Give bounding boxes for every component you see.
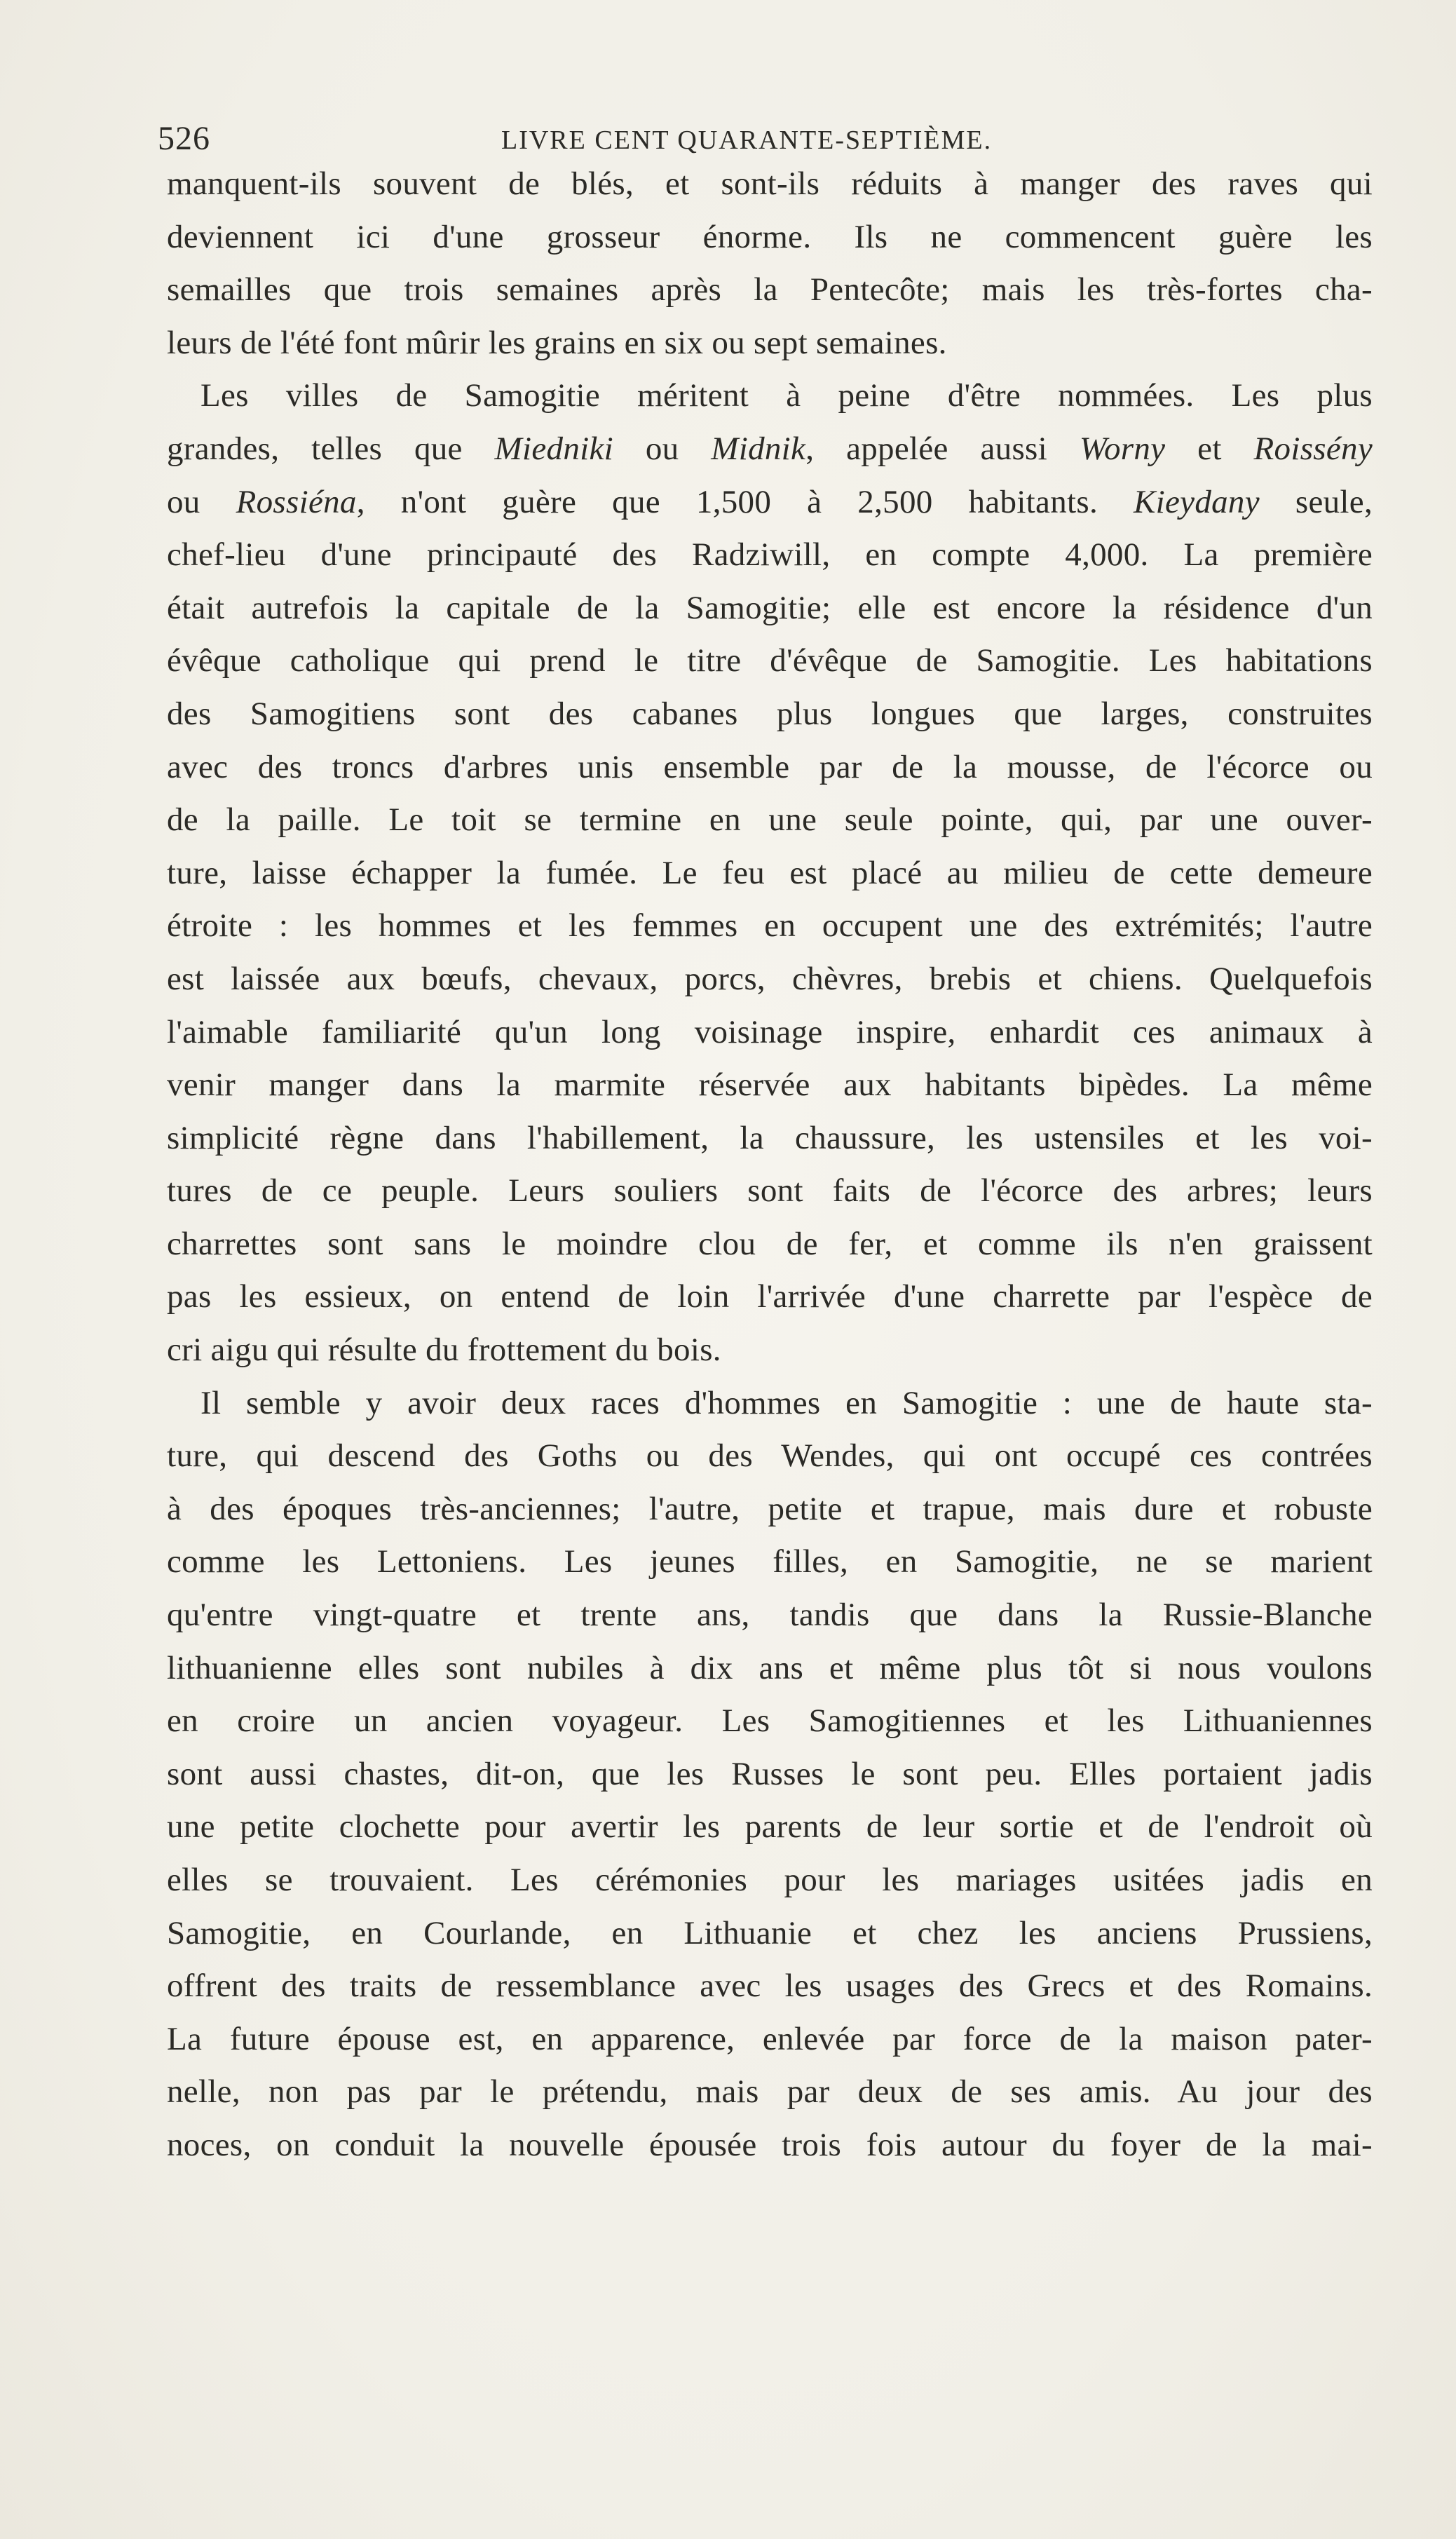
text-run: ou <box>613 430 712 467</box>
text-line: leurs de l'été font mûrir les grains en six ou sept semaines. <box>167 324 947 361</box>
text-run: et <box>1165 430 1254 467</box>
text-line: elles se trouvaient. Les cérémonies pour les mariages usitées jadis en <box>167 1862 1373 1898</box>
text-line: en croire un ancien voyageur. Les Samogitiennes et les Lithuaniennes <box>167 1702 1373 1740</box>
text-line: cri aigu qui résulte du frottement du bois. <box>167 1332 721 1369</box>
body-text <box>167 158 1373 2172</box>
text-line: de la paille. Le toit se termine en une seule pointe, qui, par une ouver- <box>167 801 1373 839</box>
text-line: semailles que trois semaines après la Pentecôte; mais les très-fortes cha- <box>167 271 1373 309</box>
text-line: nelle, non pas par le prétendu, mais par deux de ses amis. Au jour des <box>167 2073 1373 2111</box>
page-number: 526 <box>158 120 210 157</box>
text-line: La future épouse est, en apparence, enlevée par force de la maison pater- <box>167 2020 1373 2057</box>
text-run: grandes, telles que <box>167 430 495 467</box>
text-line: simplicité règne dans l'habillement, la chaussure, les ustensiles et les voi- <box>167 1119 1373 1156</box>
text-line <box>167 423 1373 476</box>
text-line: était autrefois la capitale de la Samogitie; elle est encore la résidence d'un <box>167 589 1373 626</box>
text-run: seule, <box>1259 483 1373 520</box>
text-line: Les villes de Samogitie méritent à peine d'être nommées. Les plus <box>200 377 1373 414</box>
text-run: , n'ont guère que 1,500 à 2,500 habitants. <box>356 483 1134 520</box>
text-run: , appelée aussi <box>805 430 1080 467</box>
text-line: noces, on conduit la nouvelle épousée trois fois autour du foyer de la mai- <box>167 2126 1373 2163</box>
text-line: lithuanienne elles sont nubiles à dix ans et même plus tôt si nous voulons <box>167 1649 1373 1686</box>
text-line <box>167 476 1373 529</box>
place-name: Worny <box>1079 430 1166 467</box>
text-line: sont aussi chastes, dit-on, que les Russes le sont peu. Elles portaient jadis <box>167 1755 1373 1792</box>
text-line: qu'entre vingt-quatre et trente ans, tandis que dans la Russie-Blanche <box>167 1597 1373 1634</box>
place-name: Kieydany <box>1134 483 1260 520</box>
text-line: ture, qui descend des Goths ou des Wendes, qui ont occupé ces contrées <box>167 1437 1373 1475</box>
text-line: chef-lieu d'une principauté des Radziwill, en compte 4,000. La première <box>167 536 1373 574</box>
text-line: une petite clochette pour avertir les parents de leur sortie et de l'endroit où <box>167 1808 1373 1846</box>
text-run: ou <box>167 483 236 520</box>
text-line: avec des troncs d'arbres unis ensemble par de la mousse, de l'écorce ou <box>167 748 1373 785</box>
text-line: venir manger dans la marmite réservée aux habitants bipèdes. La même <box>167 1067 1373 1104</box>
text-line: comme les Lettoniens. Les jeunes filles, en Samogitie, ne se marient <box>167 1543 1373 1580</box>
place-name: Roissény <box>1253 430 1373 467</box>
text-line: l'aimable familiarité qu'un long voisinage inspire, enhardit ces animaux à <box>167 1013 1373 1050</box>
text-line: pas les essieux, on entend de loin l'arrivée d'une charrette par l'espèce de <box>167 1278 1373 1315</box>
text-line: est laissée aux bœufs, chevaux, porcs, chèvres, brebis et chiens. Quelquefois <box>167 960 1373 997</box>
text-line: des Samogitiens sont des cabanes plus longues que larges, construites <box>167 695 1373 732</box>
text-line: ture, laisse échapper la fumée. Le feu est placé au milieu de cette demeure <box>167 854 1373 891</box>
text-line: charrettes sont sans le moindre clou de fer, et comme ils n'en graissent <box>167 1225 1373 1262</box>
place-name: Miedniki <box>494 430 613 467</box>
place-name: Rossiéna <box>236 483 357 520</box>
text-line: Il semble y avoir deux races d'hommes en Samogitie : une de haute sta- <box>200 1384 1373 1421</box>
text-line: offrent des traits de ressemblance avec les usages des Grecs et des Romains. <box>167 1968 1373 2005</box>
text-line: deviennent ici d'une grosseur énorme. Ils ne commencent guère les <box>167 218 1373 255</box>
text-line: à des époques très-anciennes; l'autre, petite et trapue, mais dure et robuste <box>167 1490 1373 1527</box>
text-line: étroite : les hommes et les femmes en occupent une des extrémités; l'autre <box>167 907 1373 944</box>
place-name: Midnik <box>711 430 806 467</box>
text-line: manquent-ils souvent de blés, et sont-ils réduits à manger des raves qui <box>167 165 1373 202</box>
running-head: LIVRE CENT QUARANTE-SEPTIÈME. <box>501 126 993 155</box>
text-line: tures de ce peuple. Leurs souliers sont faits de l'écorce des arbres; leurs <box>167 1172 1373 1210</box>
text-line: Samogitie, en Courlande, en Lithuanie et chez les anciens Prussiens, <box>167 1914 1373 1951</box>
text-line: évêque catholique qui prend le titre d'évêque de Samogitie. Les habitations <box>167 642 1373 679</box>
